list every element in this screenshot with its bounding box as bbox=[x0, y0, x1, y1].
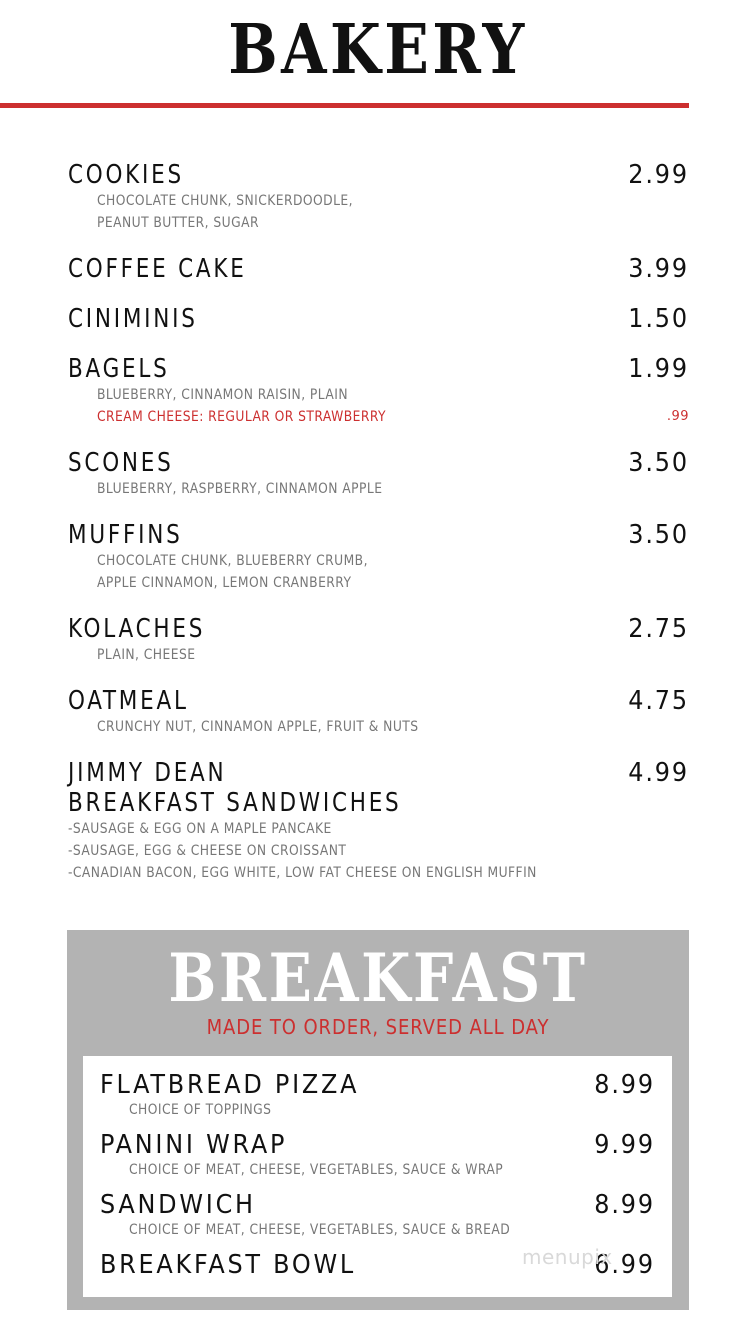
item-description: BLUEBERRY, CINNAMON RAISIN, PLAIN bbox=[97, 387, 348, 403]
item-description: -SAUSAGE & EGG ON A MAPLE PANCAKE bbox=[68, 821, 332, 837]
menu-item-coffee-cake bbox=[68, 254, 689, 284]
item-description: PEANUT BUTTER, SUGAR bbox=[97, 215, 259, 231]
menu-item-panini-wrap bbox=[100, 1130, 655, 1180]
item-name: COFFEE CAKE bbox=[68, 254, 247, 284]
item-price: 4.75 bbox=[628, 686, 689, 716]
menu-item-ciniminis bbox=[68, 304, 689, 334]
addon-price: .99 bbox=[666, 409, 689, 424]
bakery-menu-list bbox=[68, 160, 689, 904]
breakfast-title: BREAKFAST bbox=[168, 939, 588, 1017]
item-description: BLUEBERRY, RASPBERRY, CINNAMON APPLE bbox=[97, 481, 383, 497]
item-description: CHOCOLATE CHUNK, SNICKERDOODLE, bbox=[97, 193, 353, 209]
item-name: PANINI WRAP bbox=[100, 1130, 288, 1160]
menu-item-flatbread-pizza bbox=[100, 1070, 655, 1120]
item-price: 6.99 bbox=[594, 1250, 655, 1280]
item-name: MUFFINS bbox=[68, 520, 183, 550]
item-description: -CANADIAN BACON, EGG WHITE, LOW FAT CHEESE ON ENGLISH MUFFIN bbox=[68, 865, 537, 881]
item-name: SCONES bbox=[68, 448, 174, 478]
item-price: 3.99 bbox=[628, 254, 689, 284]
item-description: CHOICE OF MEAT, CHEESE, VEGETABLES, SAUCE & BREAD bbox=[129, 1222, 511, 1238]
menu-item-cookies bbox=[68, 160, 689, 234]
watermark-logo: menupix bbox=[522, 1245, 613, 1269]
item-price: 1.99 bbox=[628, 354, 689, 384]
item-name: FLATBREAD PIZZA bbox=[100, 1070, 360, 1100]
item-description: APPLE CINNAMON, LEMON CRANBERRY bbox=[97, 575, 352, 591]
item-price: 9.99 bbox=[594, 1130, 655, 1160]
item-description: -SAUSAGE, EGG & CHEESE ON CROISSANT bbox=[68, 843, 347, 859]
item-price: 8.99 bbox=[594, 1070, 655, 1100]
item-name: BAGELS bbox=[68, 354, 170, 384]
menu-item-oatmeal bbox=[68, 686, 689, 738]
item-price: 3.50 bbox=[628, 520, 689, 550]
item-name: SANDWICH bbox=[100, 1190, 256, 1220]
menu-item-bagels bbox=[68, 354, 689, 428]
item-description: CHOICE OF TOPPINGS bbox=[129, 1102, 272, 1118]
page-title: BAKERY bbox=[228, 10, 528, 90]
item-price: 8.99 bbox=[594, 1190, 655, 1220]
addon-label: CREAM CHEESE: REGULAR OR STRAWBERRY bbox=[97, 409, 386, 425]
item-name: JIMMY DEAN BREAKFAST SANDWICHES bbox=[68, 758, 402, 818]
item-price: 4.99 bbox=[628, 758, 689, 788]
menu-item-sandwich bbox=[100, 1190, 655, 1240]
item-description: CHOICE OF MEAT, CHEESE, VEGETABLES, SAUCE & WRAP bbox=[129, 1162, 504, 1178]
item-price: 2.75 bbox=[628, 614, 689, 644]
item-name: COOKIES bbox=[68, 160, 184, 190]
menu-item-muffins bbox=[68, 520, 689, 594]
item-description: PLAIN, CHEESE bbox=[97, 647, 196, 663]
item-name: KOLACHES bbox=[68, 614, 206, 644]
item-description: CRUNCHY NUT, CINNAMON APPLE, FRUIT & NUTS bbox=[97, 719, 419, 735]
item-description: CHOCOLATE CHUNK, BLUEBERRY CRUMB, bbox=[97, 553, 368, 569]
addon-row bbox=[68, 406, 689, 428]
breakfast-subtitle: MADE TO ORDER, SERVED ALL DAY bbox=[206, 1015, 550, 1039]
menu-item-kolaches bbox=[68, 614, 689, 666]
item-price: 1.50 bbox=[628, 304, 689, 334]
item-price: 2.99 bbox=[628, 160, 689, 190]
red-divider bbox=[0, 103, 689, 108]
item-name: BREAKFAST BOWL bbox=[100, 1250, 356, 1280]
menu-item-jimmy-dean-sandwiches bbox=[68, 758, 689, 884]
item-name: CINIMINIS bbox=[68, 304, 198, 334]
item-price: 3.50 bbox=[628, 448, 689, 478]
item-name: OATMEAL bbox=[68, 686, 189, 716]
menu-item-scones bbox=[68, 448, 689, 500]
